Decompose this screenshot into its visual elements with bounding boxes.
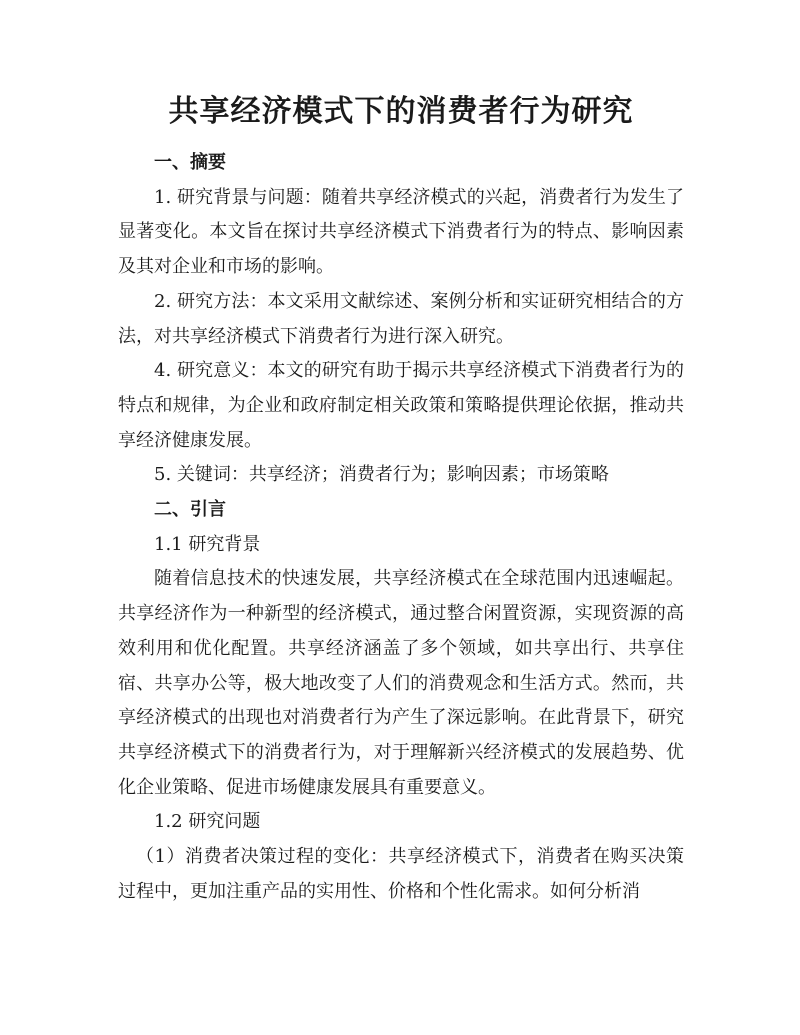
abstract-paragraph-keywords: 5. 关键词：共享经济；消费者行为；影响因素；市场策略	[154, 464, 609, 486]
abstract-paragraph-significance: 4. 研究意义：本文的研究有助于揭示共享经济模式下消费者行为的特点和规律，为企业和政府制定相关政策和策略提供理论依据，推动共享经济健康发展。	[118, 360, 684, 451]
subsection-heading-background: 1.1 研究背景	[154, 533, 261, 555]
abstract-paragraph-background: 1. 研究背景与问题：随着共享经济模式的兴起，消费者行为发生了显著变化。本文旨在探讨共享经济模式下消费者行为的特点、影响因素及其对企业和市场的影响。	[118, 186, 684, 278]
section-heading-abstract: 一、摘要	[154, 152, 226, 173]
subsection-heading-questions: 1.2 研究问题	[154, 811, 261, 833]
document-body	[118, 146, 684, 909]
abstract-paragraph-methods: 2. 研究方法：本文采用文献综述、案例分析和实证研究相结合的方法，对共享经济模式下消费者行为进行深入研究。	[118, 290, 684, 347]
document-title: 共享经济模式下的消费者行为研究	[168, 94, 634, 129]
introduction-paragraph-background: 随着信息技术的快速发展，共享经济模式在全球范围内迅速崛起。共享经济作为一种新型的经济模式，通过整合闲置资源，实现资源的高效利用和优化配置。共享经济涵盖了多个领域，如共享出行、共享住宿、共享办公等，极大地改变了人们的消费观念和生活方式。然而，共享经济模式的出现也对消费者行为产生了深远影响。在此背景下，研究共享经济模式下的消费者行为，对于理解新兴经济模式的发展趋势、优化企业策略、促进市场健康发展具有重要意义。	[118, 568, 684, 798]
section-heading-introduction: 二、引言	[154, 499, 226, 521]
research-question-item: （1）消费者决策过程的变化：共享经济模式下，消费者在购买决策过程中，更加注重产品的实用性、价格和个性化需求。如何分析消	[118, 846, 684, 902]
